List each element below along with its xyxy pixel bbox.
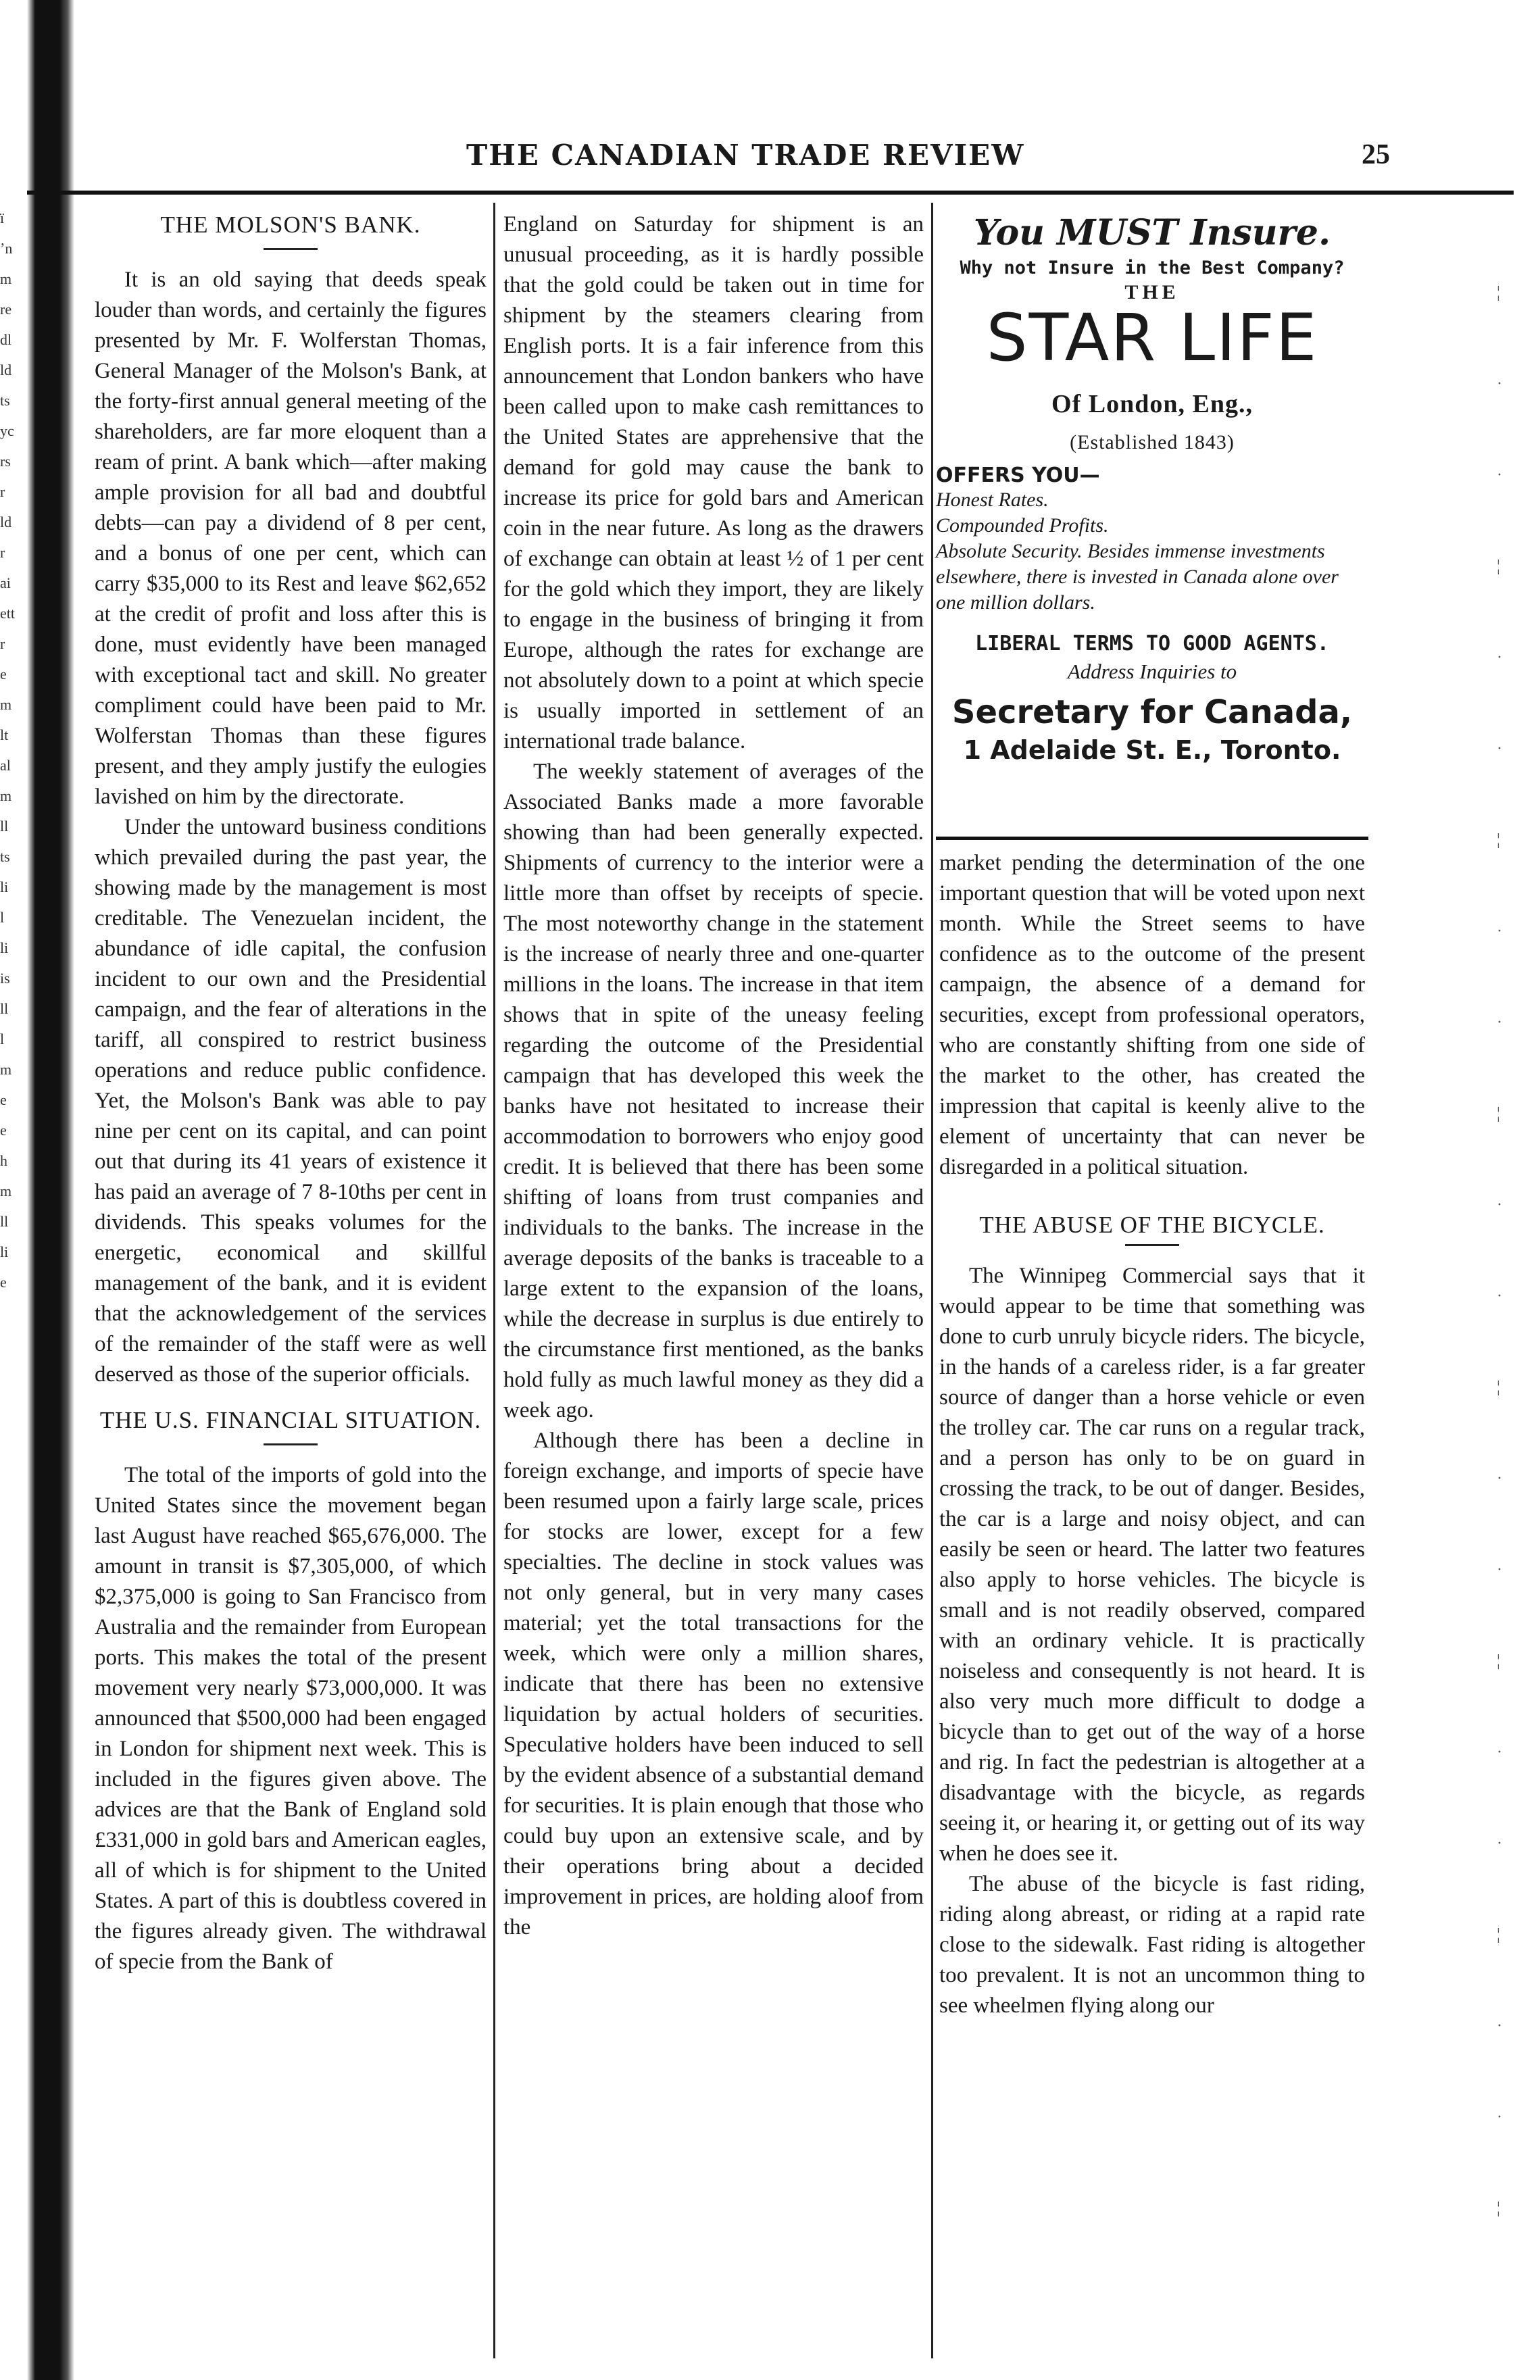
fringe-fragment: l	[0, 909, 5, 926]
ad-offer-item: Compounded Profits.	[936, 514, 1109, 537]
margin-tick: ¦	[1497, 2200, 1500, 2217]
ad-address-inquiries: Address Inquiries to	[1067, 660, 1237, 683]
ad-offers-you: OFFERS YOU—	[936, 464, 1100, 487]
fringe-fragment: m	[0, 270, 12, 287]
molsons-bank-paragraph: Under the untoward business conditions which prevailed during the past year, the showing made by the management is most creditable. The Venezuelan incident, the abundance of idle capital, the confusion incident to our own and the Presidential campaign, and the fear of alterations in the tariff, all conspired to restrict business operations and reduce public confidence. Yet, the Molson's Bank was able to pay nine per cent on its capital, and can point out that during its 41 years of existence it has paid an average of 7 8-10ths per cent in dividends. This speaks volumes for the energetic, economical and skillful management of the bank, and it is evident that the acknowledgement of the services of the remainder of the staff were as well deserved as those of the superior officials.	[95, 815, 487, 1387]
heading-rule	[264, 1443, 318, 1445]
margin-tick: ¦	[1497, 284, 1500, 301]
fringe-fragment: l	[0, 1031, 5, 1047]
fringe-fragment: m	[0, 1183, 12, 1199]
page-header	[0, 0, 1540, 189]
molsons-bank-heading: THE MOLSON'S BANK.	[160, 212, 421, 238]
col2-paragraph: England on Saturday for shipment is an unusual proceeding, as it is hardly possible that the gold could be taken out in time for shipment by the steamers clearing from English ports. It is a fair inference from this announcement that London bankers who have been called upon to make cash remittances to the United States are apprehensive that the demand for gold may cause the bank to increase its price for gold bars and American coin in the near future. As long as the drawers of exchange can obtain at least ½ of 1 per cent for the gold which they import, they are likely to engage in the business of bringing it from Europe, although the rates for exchange are not absolutely down to a point at which specie is usually imported in settlement of an international trade balance.	[503, 212, 924, 753]
fringe-fragment: ll	[0, 1000, 9, 1017]
ad-why-not: Why not Insure in the Best Company?	[960, 257, 1345, 278]
margin-tick: ¦	[1497, 1379, 1500, 1396]
ad-bottom-rule	[936, 837, 1368, 840]
ad-offer-item: Absolute Security. Besides immense investments elsewhere, there is invested in Canada alone over one million dollars.	[936, 540, 1339, 614]
fringe-fragment: is	[0, 970, 10, 987]
left-page-fringe	[0, 203, 64, 1297]
fringe-fragment: lt	[0, 726, 9, 743]
fringe-fragment: m	[0, 787, 12, 804]
fringe-fragment: e	[0, 1274, 7, 1291]
us-financial-paragraph: The total of the imports of gold into the United States since the movement began last August have reached $65,676,000. The amount in transit is $7,305,000, of which $2,375,000 is going to San Francisco from Australia and the remainder from European ports. This makes the total of the present movement very nearly $73,000,000. It was announced that $500,000 had been engaged in London for shipment next week. This is included in the figures given above. The advices are that the Bank of England sold £331,000 in gold bars and American eagles, all of which is for shipment to the United States. A part of this is doubtless covered in the figures already given. The withdrawal of specie from the Bank of	[95, 1463, 487, 1974]
margin-tick: ¦	[1497, 1652, 1500, 1670]
column-2	[503, 209, 924, 1943]
fringe-fragment: ts	[0, 848, 10, 865]
margin-tick: ·	[1497, 740, 1502, 758]
fringe-fragment: h	[0, 1152, 7, 1169]
fringe-fragment: ll	[0, 1213, 9, 1230]
molsons-bank-paragraph: It is an old saying that deeds speak louder than words, and certainly the figures presented by Mr. F. Wolferstan Thomas, General Manager of the Molson's Bank, at the forty-first annual general meeting of the shareholders, are far more eloquent than a ream of print. A bank which—after making ample provision for all bad and doubtful debts—can pay a dividend of 8 per cent, and a bonus of one per cent, which can carry $35,000 to its Rest and leave $62,652 at the credit of profit and loss after this is done, must evidently have been managed with exceptional tact and skill. No greater compliment could have been paid to Mr. Wolferstan Thomas than these figures present, and they amply justify the eulogies lavished on him by the directorate.	[95, 268, 487, 809]
fringe-fragment: r	[0, 544, 5, 561]
fringe-fragment: m	[0, 696, 12, 713]
page-number: 25	[1362, 139, 1390, 170]
us-financial-situation-heading: THE U.S. FINANCIAL SITUATION.	[99, 1407, 482, 1433]
fringe-fragment: li	[0, 1243, 9, 1260]
margin-tick: ·	[1497, 1287, 1502, 1305]
fringe-fragment: r	[0, 635, 5, 652]
ad-the: THE	[1124, 281, 1180, 303]
fringe-fragment: ʼn	[0, 240, 13, 257]
margin-tick: ¦	[1497, 1105, 1500, 1122]
ad-liberal-terms: LIBERAL TERMS TO GOOD AGENTS.	[975, 632, 1329, 655]
margin-tick: ¦	[1497, 1926, 1500, 1943]
margin-tick: ·	[1497, 922, 1502, 940]
fringe-fragment: r	[0, 483, 5, 500]
fringe-fragment: e	[0, 666, 7, 683]
heading-rule	[264, 248, 318, 250]
margin-tick: ·	[1497, 375, 1502, 393]
fringe-fragment: ï	[0, 209, 5, 226]
header-rule	[27, 191, 1514, 195]
bicycle-paragraph: The abuse of the bicycle is fast riding, riding along abreast, or riding at a rapid rate close to the sidewalk. Fast riding is altogether too prevalent. It is not an uncommon thing to see wheelmen flying along our	[939, 1872, 1365, 2018]
margin-tick: ·	[1497, 1561, 1502, 1579]
column-divider-2	[931, 203, 933, 2358]
fringe-fragment: al	[0, 757, 11, 774]
ad-secretary: Secretary for Canada,	[951, 693, 1353, 731]
right-margin-marks	[1497, 203, 1524, 2298]
ad-of-london: Of London, Eng.,	[1051, 390, 1253, 418]
margin-tick: ·	[1497, 1196, 1502, 1214]
fringe-fragment: ll	[0, 818, 9, 835]
margin-tick: ·	[1497, 1470, 1502, 1487]
fringe-fragment: e	[0, 1091, 7, 1108]
fringe-fragment: ld	[0, 362, 12, 378]
fringe-fragment: e	[0, 1122, 7, 1139]
fringe-fragment: ai	[0, 574, 11, 591]
bicycle-paragraph: The Winnipeg Commercial says that it would appear to be time that something was done to curb unruly bicycle riders. The bicycle, in the hands of a careless rider, is a far greater source of danger than a horse vehicle or even the trolley car. The car runs on a regular track, and a person has only to be on guard in crossing the track, to be out of danger. Besides, the car is a large and noisy object, and can easily be seen or heard. The latter two features also apply to horse vehicles. The bicycle is small and is not readily observed, compared with an ordinary vehicle. It is practically noiseless and consequently is not heard. It is also very much more difficult to dodge a bicycle than to get out of the way of a horse and rig. In fact the pedestrian is altogether at a disadvantage with the bicycle, as regards seeing it, or hearing it, or getting out of its way when he does see it.	[939, 1264, 1365, 1866]
margin-tick: ·	[1497, 1743, 1502, 1761]
ad-established: (Established 1843)	[1070, 431, 1235, 453]
fringe-fragment: yc	[0, 422, 14, 439]
margin-tick: ¦	[1497, 831, 1500, 849]
star-life-advertisement	[936, 203, 1368, 845]
ad-offer-item: Honest Rates.	[936, 489, 1049, 511]
col3-intro-paragraph: market pending the determination of the one important question that will be voted upon next month. While the Street seems to have confidence as to the outcome of the present campaign, the absence of a demand for securities, except from professional operators, who are constantly shifting from one side of the market to the other, has created the impression that capital is keenly alive to the element of uncertainty that can never be disregarded in a political situation.	[939, 851, 1365, 1179]
margin-tick: ·	[1497, 649, 1502, 666]
ad-star-life-logo: STAR LIFE	[986, 300, 1318, 376]
ad-you-must-insure: You MUST Insure.	[973, 212, 1331, 253]
ad-street-address: 1 Adelaide St. E., Toronto.	[963, 735, 1341, 765]
margin-tick: ·	[1497, 2108, 1502, 2126]
fringe-fragment: li	[0, 939, 9, 956]
column-3	[939, 848, 1365, 2021]
fringe-fragment: ts	[0, 392, 10, 409]
margin-tick: ·	[1497, 1835, 1502, 1852]
fringe-fragment: ld	[0, 514, 12, 530]
fringe-fragment: li	[0, 878, 9, 895]
column-divider-1	[493, 203, 495, 2358]
running-title: THE CANADIAN TRADE REVIEW	[466, 139, 1025, 172]
column-1	[95, 209, 487, 1977]
margin-tick: ·	[1497, 2017, 1502, 2035]
fringe-fragment: m	[0, 1061, 12, 1078]
abuse-of-bicycle-heading: THE ABUSE OF THE BICYCLE.	[979, 1212, 1325, 1238]
margin-tick: ¦	[1497, 557, 1500, 575]
margin-tick: ·	[1497, 466, 1502, 484]
col2-paragraph: The weekly statement of averages of the Associated Banks made a more favorable showing than had been generally expected. Shipments of currency to the interior were a little more than offset by receipts of specie. The most noteworthy change in the statement is the increase of nearly three and one-quarter millions in the loans. The increase in that item shows that in spite of the uneasy feeling regarding the outcome of the Presidential campaign that has developed this week the banks have not hesitated to increase their accommodation to borrowers who enjoy good credit. It is believed that there has been some shifting of loans from trust companies and individuals to the banks. The increase in the average deposits of the banks is traceable to a large extent to the expansion of the loans, while the decrease in surplus is due entirely to the circumstance first mentioned, as the banks hold fully as much lawful money as they did a week ago.	[503, 760, 924, 1422]
heading-rule	[1125, 1244, 1179, 1246]
fringe-fragment: ett	[0, 605, 15, 622]
fringe-fragment: re	[0, 301, 12, 318]
col2-paragraph: Although there has been a decline in foreign exchange, and imports of specie have been resumed upon a fairly large scale, prices for stocks are lower, except for a few specialties. The decline in stock values was not only general, but in very many cases material; yet the total transactions for the week, which were only a million shares, indicate that there has been no extensive liquidation by actual holders of securities. Speculative holders have been induced to sell by the evident absence of a substantial demand for securities. It is plain enough that those who could buy upon an extensive scale, and by their operations bring about a decided improvement in prices, are holding aloof from the	[503, 1429, 924, 1939]
margin-tick: ·	[1497, 1014, 1502, 1031]
fringe-fragment: dl	[0, 331, 12, 348]
fringe-fragment: rs	[0, 453, 11, 470]
